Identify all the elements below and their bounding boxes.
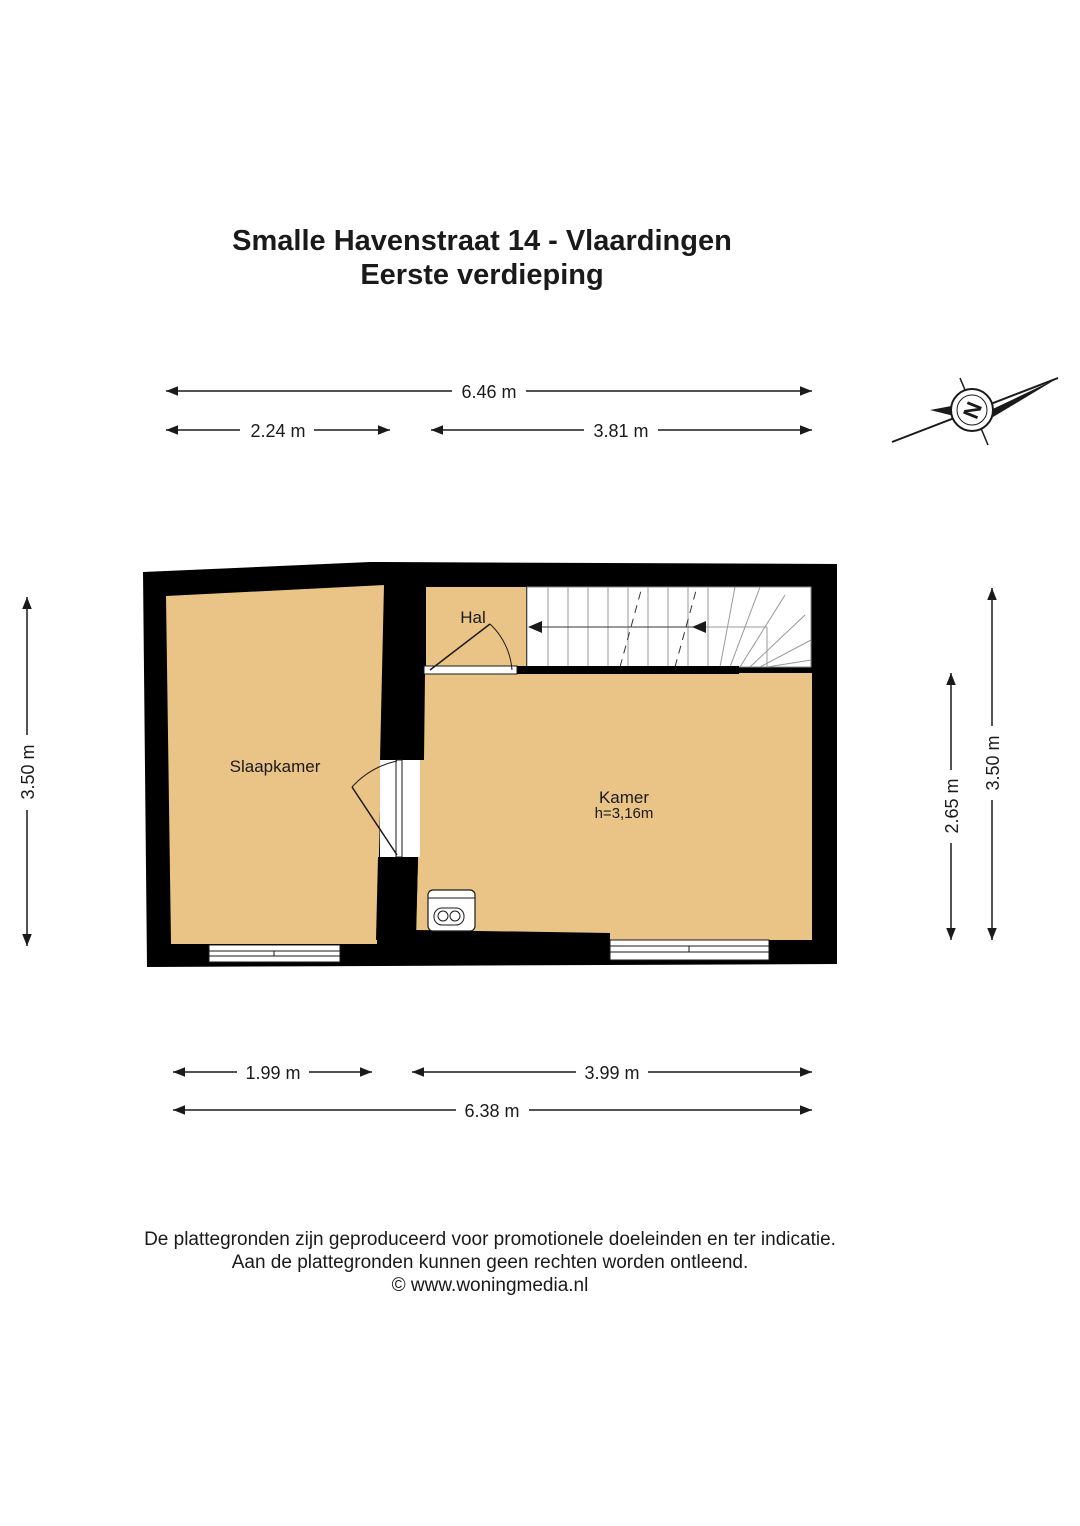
copyright-link: © www.woningmedia.nl — [391, 1275, 589, 1296]
dimension-label: 3.99 m — [584, 1063, 640, 1083]
dimension-top-total — [166, 382, 812, 402]
dimension-bottom-right — [412, 1063, 812, 1083]
wall-partition-lower — [376, 857, 418, 940]
room-hal — [426, 587, 526, 668]
wall-partition-left — [380, 585, 426, 760]
dimension-right-outer-height — [983, 588, 1003, 940]
room-label-hal: Hal — [460, 608, 486, 627]
staircase — [527, 587, 811, 667]
disclaimer-line-1: De plattegronden zijn geproduceerd voor promotionele doeleinden en ter indicatie. — [144, 1229, 836, 1250]
floor-subtitle: Eerste verdieping — [360, 259, 604, 291]
dimension-label: 6.38 m — [464, 1101, 520, 1121]
dimension-label: 6.46 m — [461, 382, 517, 402]
dimension-label: 3.50 m — [983, 735, 1003, 791]
dimension-label: 2.65 m — [942, 778, 962, 834]
dimension-label: 3.81 m — [593, 421, 649, 441]
dimension-label: 3.50 m — [18, 744, 38, 800]
north-compass-icon — [892, 378, 1058, 445]
heater-icon — [428, 890, 475, 931]
wall-hal-stairs — [517, 666, 739, 674]
room-label-slaapkamer: Slaapkamer — [229, 757, 321, 776]
room-height-kamer: h=3,16m — [594, 805, 654, 822]
room-label-kamer: Kamer — [598, 788, 650, 807]
window-slaapkamer — [209, 945, 340, 962]
dimension-label: 2.24 m — [250, 421, 306, 441]
dimension-label: 1.99 m — [245, 1063, 301, 1083]
dimension-right-inner-height — [942, 673, 962, 940]
dimension-bottom-left — [173, 1063, 372, 1083]
dimension-left-height — [18, 597, 38, 946]
dimension-bottom-total — [173, 1101, 812, 1121]
disclaimer-line-2: Aan de plattegronden kunnen geen rechten worden ontleend. — [231, 1252, 749, 1273]
dimension-top-right — [431, 421, 812, 441]
plan-title: Smalle Havenstraat 14 - Vlaardingen — [232, 225, 732, 257]
compass-letter: N — [957, 398, 988, 423]
dimension-top-left — [166, 421, 390, 441]
window-kamer — [610, 940, 769, 960]
